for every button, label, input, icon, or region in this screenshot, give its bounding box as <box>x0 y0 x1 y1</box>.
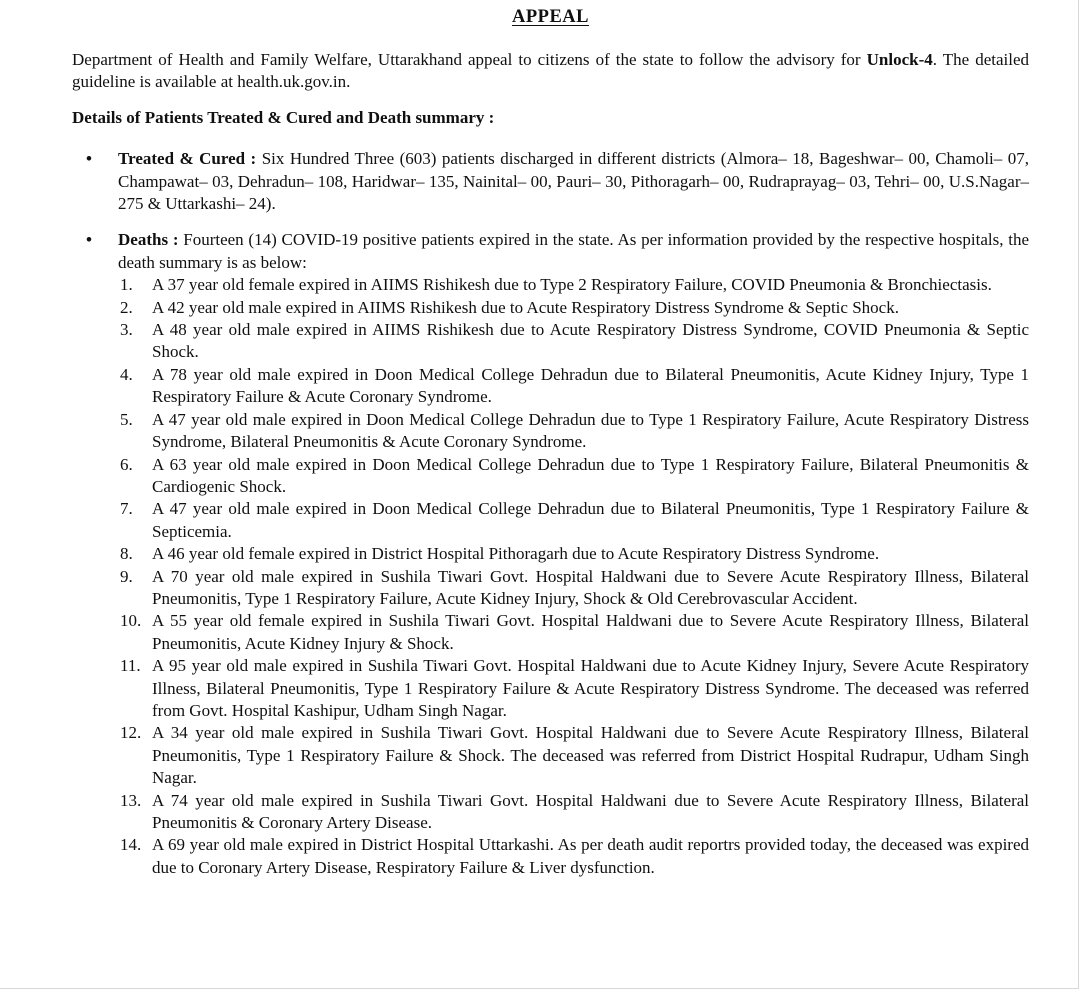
death-list-item <box>72 722 1029 789</box>
list-number: 11. <box>120 656 141 676</box>
death-item-text: A 63 year old male expired in Doon Medical College Dehradun due to Type 1 Respiratory Failure, Bilateral Pneumonitis & Cardiogenic Shock. <box>152 454 1029 496</box>
bullet-label: Deaths : <box>118 230 179 250</box>
list-number: 8. <box>120 544 133 564</box>
bullet-icon: • <box>86 230 92 250</box>
intro-text-post: . The detailed guideline is available at health.uk.gov.in. <box>72 50 1030 92</box>
death-summary-list <box>72 274 1029 879</box>
bullet-label: Treated & Cured : <box>118 149 257 169</box>
death-list-item <box>72 319 1029 364</box>
death-item-text: A 48 year old male expired in AIIMS Rishikesh due to Acute Respiratory Distress Syndrome, COVID Pneumonia & Septic Shock. <box>152 320 1029 362</box>
list-number: 13. <box>120 790 142 810</box>
death-list-item <box>72 566 1029 611</box>
list-number: 12. <box>120 723 142 743</box>
death-item-text: A 95 year old male expired in Sushila Tiwari Govt. Hospital Haldwani due to Acute Kidney Injury, Severe Acute Respiratory Illness, Bilateral Pneumonitis, Type 1 Respiratory Failure & Acute Respiratory Distress Syndrome. The deceased was referred from Govt. Hospital Kashipur, Udham Singh Nagar. <box>152 656 1029 720</box>
death-list-item <box>72 274 1029 296</box>
death-list-item <box>72 454 1029 499</box>
list-number: 3. <box>120 320 133 340</box>
list-number: 5. <box>120 409 133 429</box>
death-item-text: A 46 year old female expired in District Hospital Pithoragarh due to Acute Respiratory Distress Syndrome. <box>152 544 880 564</box>
list-number: 1. <box>120 275 133 295</box>
death-item-text: A 37 year old female expired in AIIMS Rishikesh due to Type 2 Respiratory Failure, COVID Pneumonia & Bronchiectasis. <box>152 275 992 295</box>
bullet-item-deaths <box>72 229 1029 274</box>
list-number: 6. <box>120 454 133 474</box>
list-number: 7. <box>120 499 133 519</box>
death-list-item <box>72 297 1029 319</box>
list-number: 14. <box>120 835 142 855</box>
bullet-text: Fourteen (14) COVID-19 positive patients expired in the state. As per information provided by the respective hospitals, the death summary is as below: <box>118 230 1030 272</box>
list-number: 9. <box>120 566 133 586</box>
page-title <box>72 6 1029 28</box>
list-number: 4. <box>120 364 133 384</box>
death-list-item <box>72 364 1029 409</box>
death-item-text: A 42 year old male expired in AIIMS Rishikesh due to Acute Respiratory Distress Syndrome & Septic Shock. <box>152 297 899 317</box>
bullet-icon: • <box>86 149 92 169</box>
death-item-text: A 34 year old male expired in Sushila Tiwari Govt. Hospital Haldwani due to Severe Acute Respiratory Illness, Bilateral Pneumonitis, Type 1 Respiratory Failure & Shock. The deceased was referred from District Hospital Rudrapur, Udham Singh Nagar. <box>152 723 1029 788</box>
intro-text-pre: Department of Health and Family Welfare, Uttarakhand appeal to citizens of the state to follow the advisory for <box>72 50 867 69</box>
death-list-item <box>72 790 1029 835</box>
death-item-text: A 47 year old male expired in Doon Medical College Dehradun due to Bilateral Pneumonitis, Type 1 Respiratory Failure & Septicemia. <box>152 499 1029 541</box>
page-title-text: APPEAL <box>512 7 589 27</box>
death-item-text: A 70 year old male expired in Sushila Tiwari Govt. Hospital Haldwani due to Severe Acute Respiratory Illness, Bilateral Pneumonitis, Type 1 Respiratory Failure, Acute Kidney Injury, Shock & Old Cerebrovascular Accident. <box>152 566 1029 608</box>
death-list-item <box>72 655 1029 722</box>
list-number: 2. <box>120 297 133 317</box>
section-heading: Details of Patients Treated & Cured and Death summary : <box>72 107 495 127</box>
death-item-text: A 74 year old male expired in Sushila Tiwari Govt. Hospital Haldwani due to Severe Acute Respiratory Illness, Bilateral Pneumonitis & Coronary Artery Disease. <box>152 790 1029 832</box>
death-list-item <box>72 498 1029 543</box>
intro-text-bold: Unlock-4 <box>866 50 933 69</box>
death-list-item <box>72 834 1029 879</box>
death-item-text: A 55 year old female expired in Sushila Tiwari Govt. Hospital Haldwani due to Severe Acute Respiratory Illness, Bilateral Pneumonitis, Acute Kidney Injury & Shock. <box>152 611 1029 653</box>
list-number: 10. <box>120 611 142 631</box>
death-item-text: A 69 year old male expired in District Hospital Uttarkashi. As per death audit reportrs provided today, the deceased was expired due to Coronary Artery Disease, Respiratory Failure & Liver dysfunction. <box>152 835 1029 877</box>
death-item-text: A 78 year old male expired in Doon Medical College Dehradun due to Bilateral Pneumonitis, Acute Kidney Injury, Type 1 Respiratory Failure & Acute Coronary Syndrome. <box>152 364 1029 407</box>
bullet-item-treated-cured <box>72 148 1029 215</box>
bullet-text: Six Hundred Three (603) patients discharged in different districts (Almora– 18, Bageshwar– 00, Chamoli– 07, Champawat– 03, Dehradun– 108, Haridwar– 135, Nainital– 00, Pauri– 30, Pithoragarh– 00, Rudraprayag– 03, Tehri– 00, U.S.Nagar– 275 & Uttarkashi– 24). <box>118 149 1029 214</box>
death-item-text: A 47 year old male expired in Doon Medical College Dehradun due to Type 1 Respiratory Failure, Acute Respiratory Distress Syndrome, Bilateral Pneumonitis & Acute Coronary Syndrome. <box>152 409 1029 452</box>
death-list-item <box>72 610 1029 655</box>
death-list-item <box>72 543 1029 565</box>
intro-paragraph <box>72 49 1029 94</box>
death-list-item <box>72 409 1029 454</box>
summary-bullet-list <box>72 148 1029 274</box>
